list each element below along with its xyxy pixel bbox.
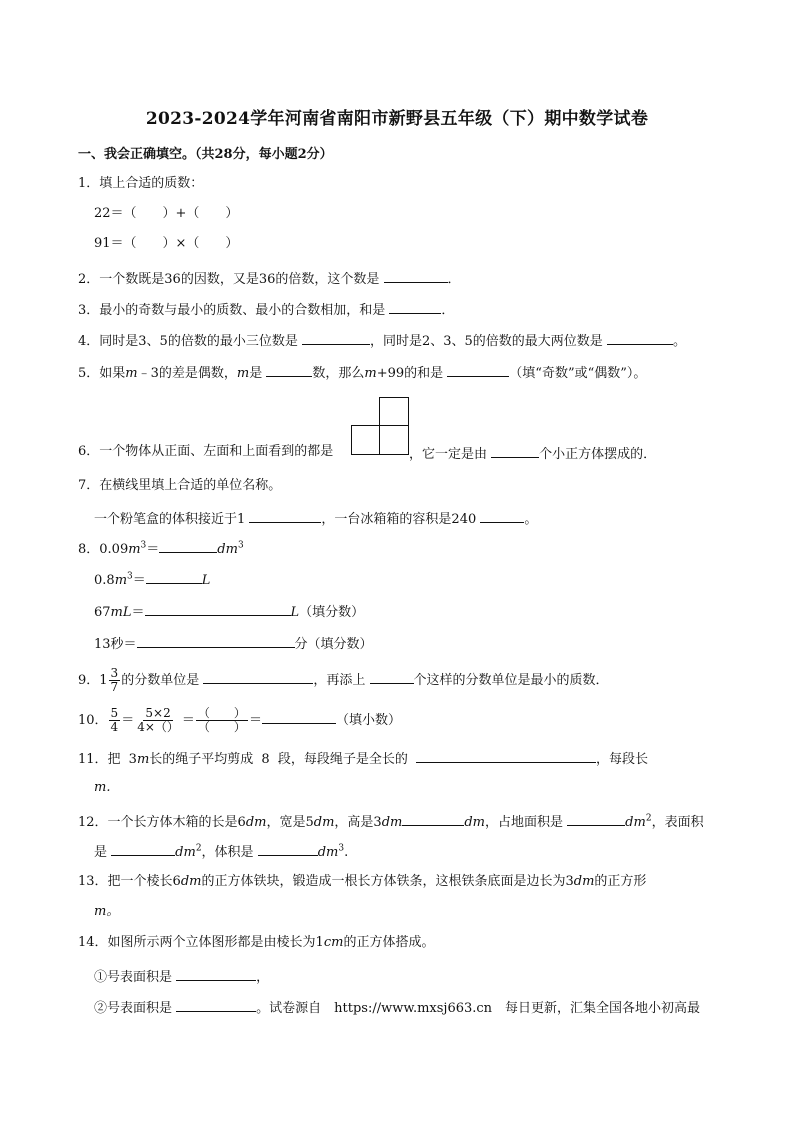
q11-text-2: 长的绳子平均剪成 8 段，每段绳子是全长的 — [149, 752, 408, 767]
denominator: 7 — [110, 680, 119, 694]
q12-text: ，高是3 — [334, 815, 382, 830]
source-note: 。试卷源自 https://www.mxsj663.cn 每日更新，汇集全国各地小初高最 — [256, 1001, 701, 1016]
numerator: 5 — [110, 706, 119, 720]
question-14-stem — [78, 934, 434, 952]
q8-text: 8．0.09 — [78, 542, 129, 557]
answer-blank[interactable] — [176, 997, 256, 1012]
unit-dm: dm — [464, 815, 486, 830]
unit-dm: dm — [573, 874, 595, 889]
answer-blank[interactable] — [176, 966, 256, 981]
question-5-text-4: 数，那么 — [312, 366, 365, 381]
answer-blank[interactable] — [111, 841, 175, 856]
q14-text: ， — [256, 970, 270, 985]
fraction-1 — [109, 707, 121, 734]
unit-m: m — [114, 573, 128, 588]
question-2-end: ． — [447, 272, 461, 287]
question-8-line-3 — [94, 601, 364, 622]
q12-text: ，体积是 — [201, 845, 254, 860]
question-6-text-2: ，它一定是由 — [409, 447, 488, 462]
question-1-a: 22＝（ ）+（ ） — [94, 206, 239, 221]
question-14-a — [94, 966, 269, 987]
question-5-text-3: 是 — [249, 366, 263, 381]
section-heading: 一、我会正确填空。（共28分，每小题2分） — [78, 147, 333, 162]
question-8-line-2 — [94, 569, 210, 590]
q13-text: 的正方形 — [594, 874, 647, 889]
denominator: 4×（） — [137, 720, 179, 734]
question-8-line-4 — [94, 633, 373, 654]
q9-text-2: 的分数单位是 — [121, 673, 200, 688]
q14-text: ①号表面积是 — [94, 970, 173, 985]
q14-text: 14．如图所示两个立体图形都是由棱长为1 — [78, 935, 324, 950]
cube-square-bottom-right — [379, 425, 409, 455]
answer-blank[interactable] — [389, 299, 441, 314]
q10-hint: （填小数） — [335, 713, 401, 728]
equals: ＝ — [131, 605, 145, 620]
q12-text: ，宽是5 — [266, 815, 314, 830]
q14-text: ②号表面积是 — [94, 1001, 173, 1016]
answer-blank[interactable] — [384, 268, 448, 283]
equals: ＝ — [181, 713, 195, 728]
cube-square-top — [379, 397, 409, 427]
equals: ＝ — [121, 713, 135, 728]
unit-l: L — [201, 573, 211, 588]
question-1-stem: 1．填上合适的质数： — [78, 176, 204, 191]
q12-end: . — [344, 845, 349, 860]
answer-blank[interactable] — [137, 633, 295, 648]
question-11-unit: m. — [94, 780, 111, 795]
question-14-b — [94, 997, 700, 1018]
question-13-unit: m。 — [94, 904, 120, 919]
question-7-stem: 7．在横线里填上合适的单位名称。 — [78, 478, 282, 493]
exam-title: 2023-2024学年河南省南阳市新野县五年级（下）期中数学试卷 — [145, 109, 649, 129]
numerator: 5×2 — [145, 706, 171, 720]
q12-text: ，表面积 — [651, 815, 704, 830]
unit-dm: dm — [217, 542, 238, 557]
question-5-end: （填“奇数”或“偶数”）。 — [509, 366, 647, 381]
unit-l: L — [290, 605, 300, 620]
question-5-text: 5．如果 — [78, 366, 126, 381]
exponent: 3 — [140, 540, 147, 551]
q8-hint: （填分数） — [299, 605, 365, 620]
question-8-line-1 — [78, 538, 244, 559]
question-7-end: 。 — [524, 512, 538, 527]
question-12-line-2 — [94, 841, 348, 862]
question-5-text-5: +99的和是 — [376, 366, 444, 381]
unit-cm: cm — [323, 935, 344, 950]
q8-hint: 分（填分数） — [294, 637, 373, 652]
question-4-end: 。 — [672, 334, 686, 349]
q9-text-3: ，再添上 — [313, 673, 366, 688]
answer-blank[interactable] — [302, 330, 370, 345]
q13-text: 13．把一个棱长6 — [78, 874, 181, 889]
q12-text: 是 — [94, 845, 108, 860]
denominator: （ ） — [197, 720, 246, 734]
variable-m: m — [236, 366, 250, 381]
answer-blank[interactable] — [203, 669, 313, 684]
question-7-text-2: ，一台冰箱箱的容积是240 — [321, 512, 477, 527]
question-4 — [78, 330, 686, 351]
q12-text: ，占地面积是 — [485, 815, 564, 830]
answer-blank[interactable] — [416, 748, 596, 763]
answer-blank[interactable] — [266, 362, 312, 377]
question-7-text: 一个粉笔盒的体积接近于1 — [94, 512, 246, 527]
question-3-end: ． — [441, 303, 455, 318]
q9-text: 9．1 — [78, 673, 108, 688]
q14-text: 的正方体搭成。 — [343, 935, 435, 950]
question-6-tail — [409, 443, 656, 464]
mixed-fraction — [109, 667, 121, 694]
unit-dm: dm — [175, 845, 196, 860]
question-4-text-2: ，同时是2、3、5的倍数的最大两位数是 — [369, 334, 603, 349]
q8-text: 67 — [94, 605, 111, 620]
answer-blank[interactable] — [567, 811, 625, 826]
q10-text: 10． — [78, 713, 108, 728]
unit-m: m — [136, 752, 150, 767]
exponent: 2 — [645, 813, 652, 824]
unit-dm: dm — [245, 815, 267, 830]
equals: ＝ — [132, 573, 146, 588]
question-5-text-2: ﹣3的差是偶数， — [137, 366, 237, 381]
cube-square-bottom-left — [351, 425, 381, 455]
exponent: 2 — [195, 843, 202, 854]
question-2 — [78, 268, 461, 289]
question-10 — [78, 707, 401, 734]
answer-blank[interactable] — [491, 443, 539, 458]
answer-blank[interactable] — [402, 811, 464, 826]
question-3 — [78, 299, 454, 320]
unit-ml: mL — [110, 605, 132, 620]
question-7 — [94, 508, 537, 529]
question-5 — [78, 362, 646, 383]
exponent: 3 — [127, 571, 133, 582]
q11-text-3: ，每段长 — [595, 752, 648, 767]
question-3-text: 3．最小的奇数与最小的质数、最小的合数相加，和是 — [78, 303, 386, 318]
question-12-line-1 — [78, 811, 704, 832]
question-11 — [78, 748, 648, 769]
question-13 — [78, 873, 646, 891]
equals: ＝ — [146, 542, 160, 557]
answer-blank[interactable] — [249, 508, 321, 523]
answer-blank[interactable] — [607, 330, 673, 345]
q12-text: 12．一个长方体木箱的长是6 — [78, 815, 246, 830]
fraction-3 — [196, 707, 248, 734]
unit-dm: dm — [317, 845, 339, 860]
q13-text: 的正方体铁块，锻造成一根长方体铁条，这根铁条底面是边长为3 — [201, 874, 574, 889]
answer-blank[interactable] — [262, 709, 336, 724]
numerator: 3 — [110, 666, 119, 680]
unit-dm: dm — [180, 874, 202, 889]
denominator: 4 — [110, 720, 119, 734]
exponent: 3 — [338, 843, 345, 854]
question-6-end: 个小正方体摆成的． — [539, 447, 657, 462]
exponent: 3 — [237, 540, 244, 551]
q8-text: 13秒＝ — [94, 637, 137, 652]
numerator: （ ） — [197, 706, 246, 720]
q9-end: 个这样的分数单位是最小的质数． — [413, 673, 609, 688]
equals: ＝ — [248, 713, 262, 728]
answer-blank[interactable] — [258, 841, 318, 856]
question-2-text: 2．一个数既是36的因数，又是36的倍数，这个数是 — [78, 272, 380, 287]
question-9 — [78, 667, 609, 694]
question-4-text: 4．同时是3、5的倍数的最小三位数是 — [78, 334, 298, 349]
variable-m: m — [364, 366, 377, 381]
answer-blank[interactable] — [145, 601, 291, 616]
unit-dm: dm — [313, 815, 335, 830]
q11-text: 11．把 3 — [78, 752, 137, 767]
answer-blank[interactable] — [480, 508, 524, 523]
question-6-text: 6．一个物体从正面、左面和上面看到的都是 — [78, 444, 334, 459]
question-6 — [78, 443, 333, 461]
unit-m: m — [128, 542, 141, 557]
answer-blank[interactable] — [159, 538, 217, 553]
unit-dm: dm — [381, 815, 403, 830]
answer-blank[interactable] — [146, 569, 202, 584]
answer-blank[interactable] — [370, 669, 414, 684]
fraction-2 — [135, 707, 181, 734]
q8-text: 0.8 — [94, 573, 115, 588]
variable-m: m — [125, 366, 138, 381]
question-1-b: 91＝（ ）×（ ） — [94, 236, 239, 251]
unit-dm: dm — [625, 815, 646, 830]
answer-blank[interactable] — [447, 362, 509, 377]
